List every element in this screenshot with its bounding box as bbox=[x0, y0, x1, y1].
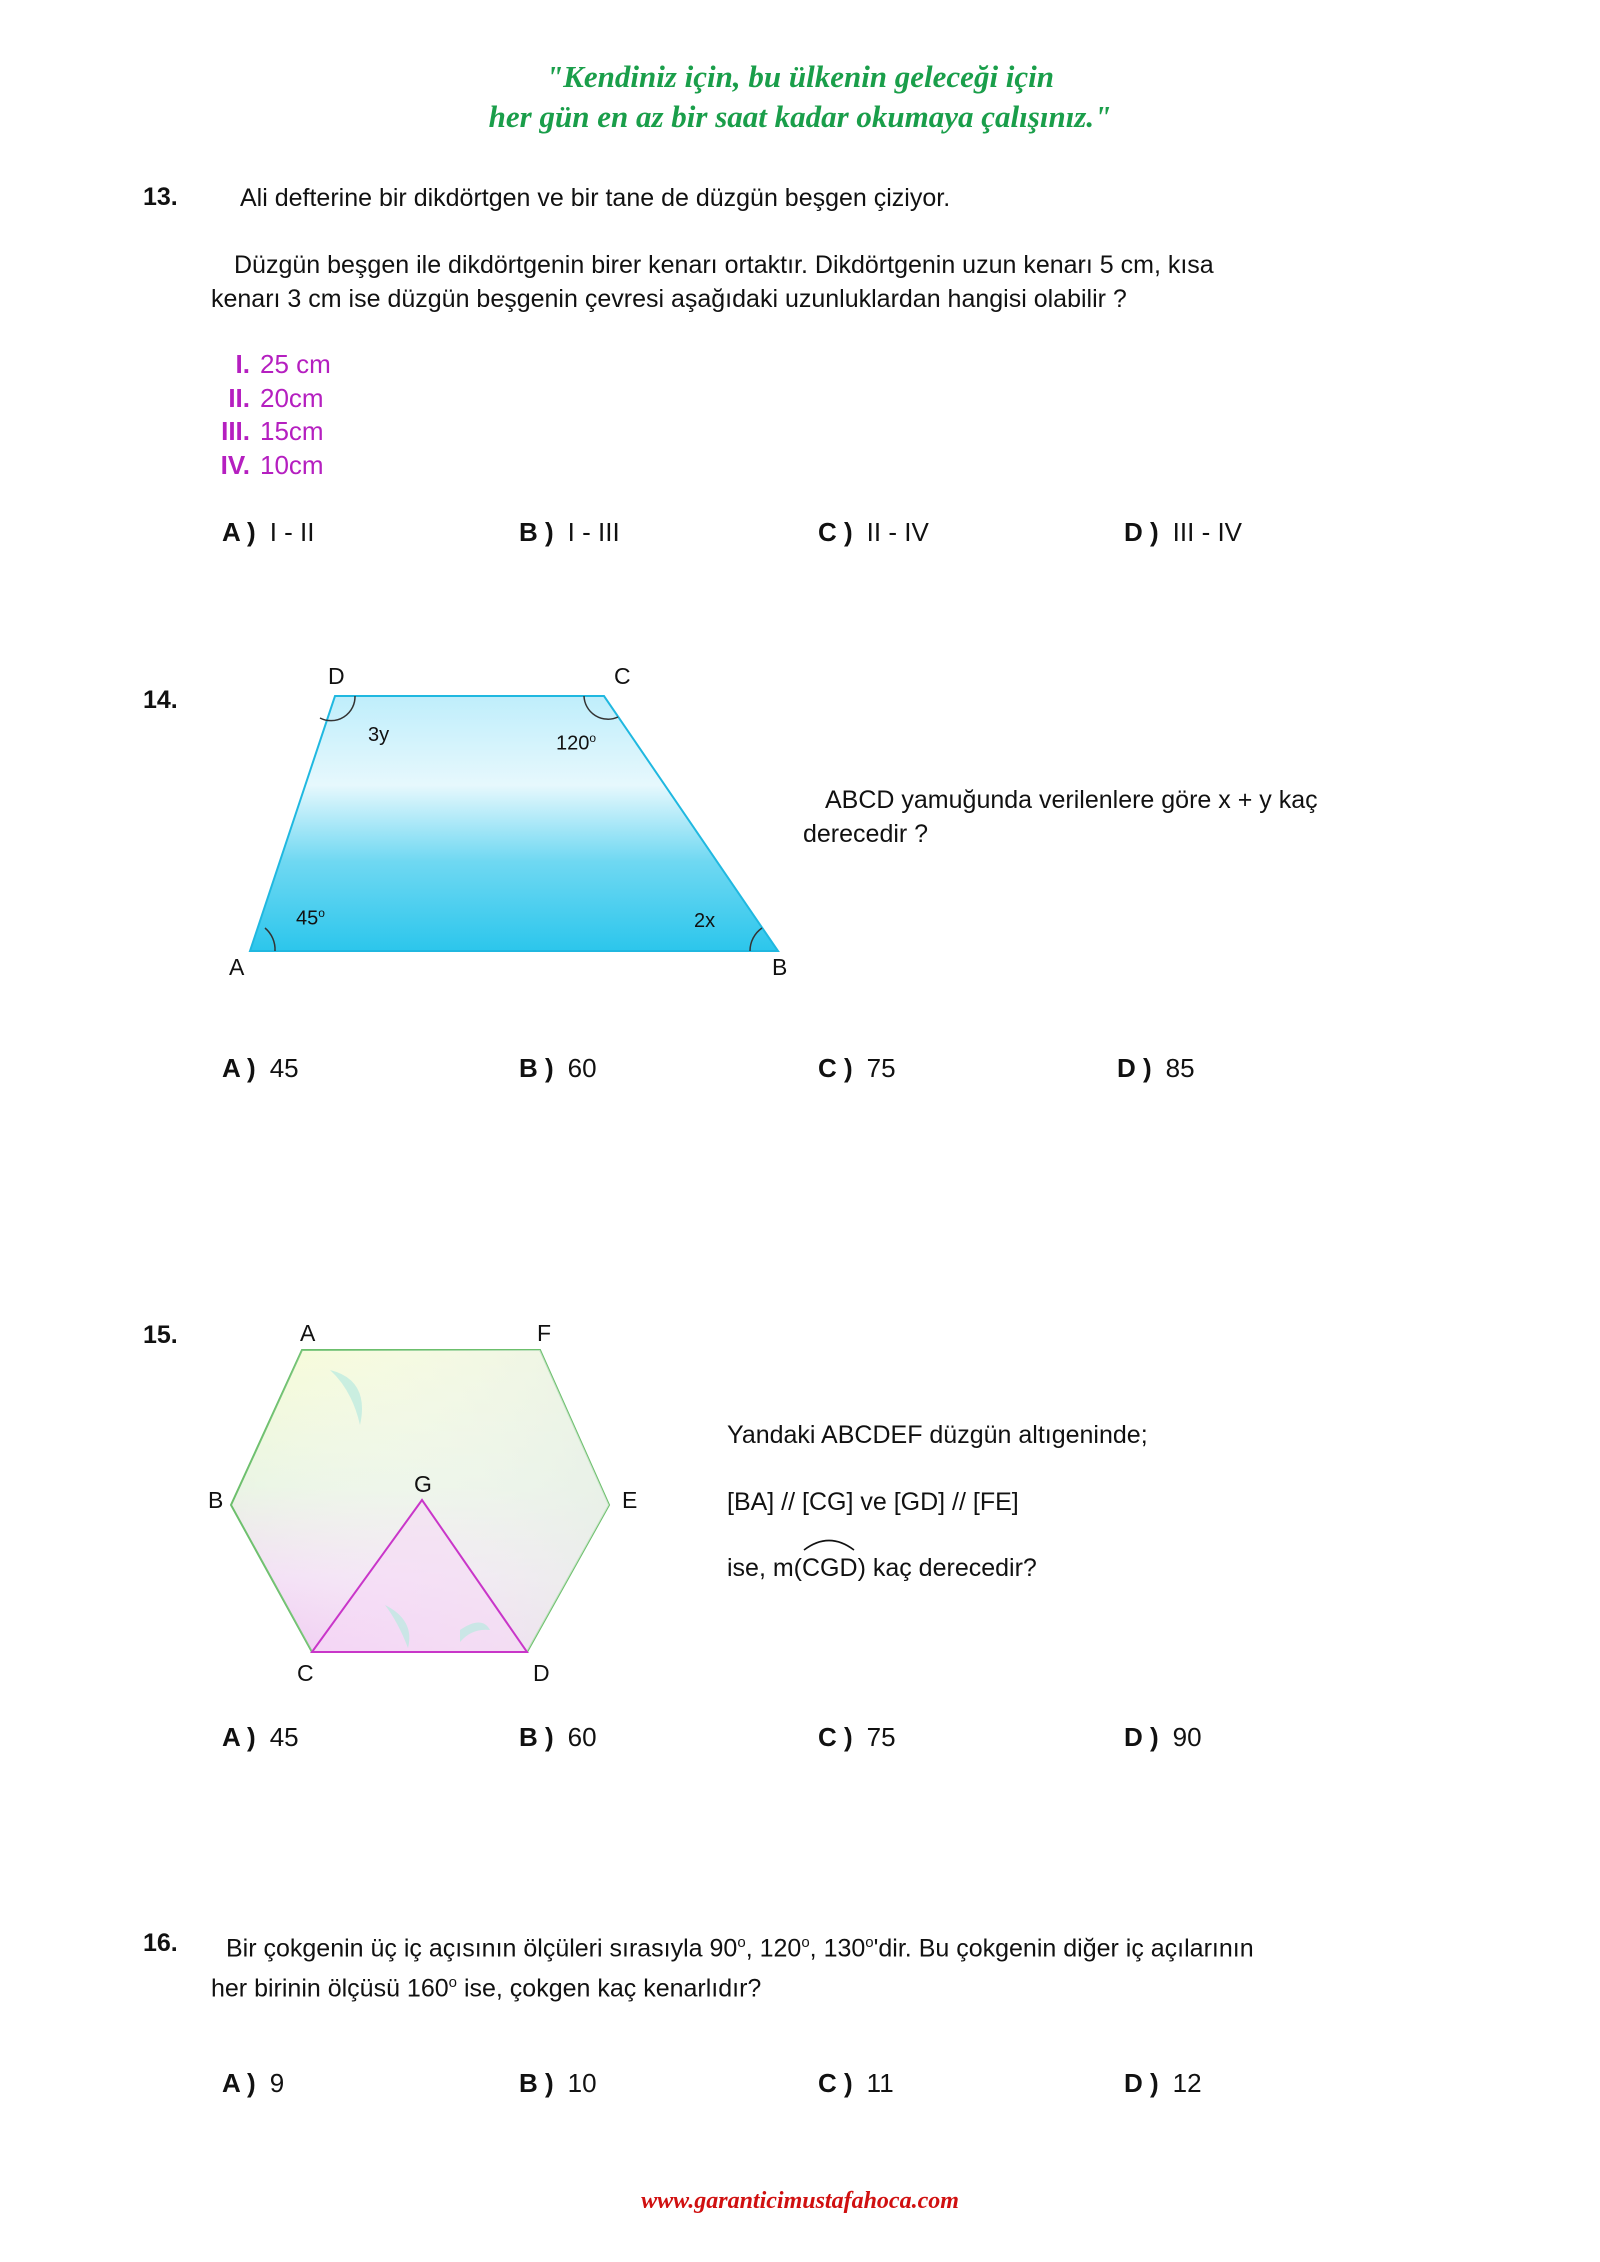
angle-value: 120 bbox=[556, 732, 590, 755]
option-letter: A ) bbox=[222, 517, 256, 547]
question-16-line-1 bbox=[226, 1926, 1254, 1965]
q15-option-a[interactable] bbox=[222, 1722, 299, 1753]
vertex-label-d: D bbox=[533, 1660, 550, 1686]
roman-item bbox=[198, 416, 324, 447]
option-value: 75 bbox=[866, 1722, 896, 1752]
vertex-label-e: E bbox=[622, 1487, 638, 1513]
roman-item-value: 10cm bbox=[260, 450, 324, 480]
question-15-line-3 bbox=[727, 1551, 1037, 1585]
arc-text: CGD bbox=[802, 1554, 858, 1582]
question-15-line-2: [BA] // [CG] ve [GD] // [FE] bbox=[727, 1488, 1019, 1516]
vertex-label-c: C bbox=[614, 663, 631, 689]
arc-icon bbox=[802, 1535, 856, 1551]
option-letter: D ) bbox=[1124, 517, 1159, 547]
q13-option-a[interactable] bbox=[222, 517, 314, 548]
q14-option-d[interactable] bbox=[1117, 1053, 1195, 1084]
option-letter: C ) bbox=[818, 517, 853, 547]
roman-item-number: III. bbox=[221, 416, 250, 446]
vertex-label-c: C bbox=[297, 1660, 314, 1686]
text-part: ise, çokgen kaç kenarlıdır? bbox=[457, 1974, 762, 2003]
option-value: 75 bbox=[866, 1053, 896, 1083]
question-14-line-1: ABCD yamuğunda verilenlere göre x + y kaç bbox=[825, 786, 1318, 814]
question-13-line-2: Düzgün beşgen ile dikdörtgenin birer kenarı ortaktır. Dikdörtgenin uzun kenarı 5 cm, kısa bbox=[234, 251, 1214, 279]
text-part: ) kaç derecedir? bbox=[857, 1554, 1037, 1582]
option-letter: D ) bbox=[1124, 1722, 1159, 1752]
option-value: 11 bbox=[866, 2068, 894, 2098]
q13-option-c[interactable] bbox=[818, 517, 929, 548]
option-value: 45 bbox=[269, 1053, 299, 1083]
question-14-number: 14. bbox=[143, 686, 178, 714]
vertex-label-a: A bbox=[229, 954, 245, 980]
vertex-label-f: F bbox=[537, 1320, 552, 1346]
roman-item bbox=[198, 450, 324, 481]
q13-option-b[interactable] bbox=[519, 517, 620, 548]
text-part: , bbox=[745, 1934, 760, 1963]
q14-option-b[interactable] bbox=[519, 1053, 597, 1084]
degree-mark: o bbox=[448, 1974, 457, 1991]
q15-option-b[interactable] bbox=[519, 1722, 597, 1753]
question-15-number: 15. bbox=[143, 1321, 178, 1349]
option-value: 9 bbox=[269, 2068, 285, 2098]
question-13-line-3: kenarı 3 cm ise düzgün beşgenin çevresi aşağıdaki uzunluklardan hangisi olabilir ? bbox=[211, 285, 1127, 313]
q16-option-c[interactable] bbox=[818, 2068, 894, 2099]
q16-option-a[interactable] bbox=[222, 2068, 284, 2099]
q13-option-d[interactable] bbox=[1124, 517, 1242, 548]
roman-item bbox=[198, 349, 331, 380]
degree-mark: o bbox=[737, 1934, 746, 1951]
question-16-number: 16. bbox=[143, 1929, 178, 1957]
angle-value: 45 bbox=[296, 907, 319, 930]
angle-label-d: 3y bbox=[368, 724, 390, 746]
degree-mark: o bbox=[589, 731, 597, 745]
option-letter: C ) bbox=[818, 2068, 853, 2098]
roman-item-value: 15cm bbox=[260, 416, 324, 446]
option-value: 60 bbox=[567, 1722, 597, 1752]
option-value: I - II bbox=[269, 517, 315, 547]
option-letter: D ) bbox=[1124, 2068, 1159, 2098]
roman-item-number: IV. bbox=[220, 450, 250, 480]
option-value: 12 bbox=[1172, 2068, 1202, 2098]
option-letter: D ) bbox=[1117, 1053, 1152, 1083]
question-13-number: 13. bbox=[143, 183, 178, 211]
option-value: 90 bbox=[1172, 1722, 1202, 1752]
option-letter: A ) bbox=[222, 1722, 256, 1752]
roman-item-value: 20cm bbox=[260, 383, 324, 413]
q15-option-d[interactable] bbox=[1124, 1722, 1202, 1753]
footer-link[interactable]: www.garanticimustafahoca.com bbox=[641, 2188, 959, 2214]
option-value: 60 bbox=[567, 1053, 597, 1083]
roman-item bbox=[198, 383, 324, 414]
hexagon-figure bbox=[220, 1330, 640, 1680]
vertex-label-g: G bbox=[414, 1471, 432, 1497]
degree-mark: o bbox=[801, 1934, 810, 1951]
q14-option-a[interactable] bbox=[222, 1053, 299, 1084]
motto-line-2: her gün en az bir saat kadar okumaya çalışınız." bbox=[488, 99, 1112, 134]
roman-item-value: 25 cm bbox=[260, 349, 331, 379]
text-part: 'dir. Bu çokgenin diğer iç açılarının bbox=[873, 1934, 1254, 1963]
option-letter: C ) bbox=[818, 1053, 853, 1083]
trapezoid-figure bbox=[230, 660, 810, 990]
option-value: 10 bbox=[567, 2068, 597, 2098]
option-value: 45 bbox=[269, 1722, 299, 1752]
option-letter: C ) bbox=[818, 1722, 853, 1752]
angle-value: 130 bbox=[823, 1934, 866, 1963]
text-part: her birinin ölçüsü 160 bbox=[211, 1974, 449, 2003]
option-letter: B ) bbox=[519, 2068, 554, 2098]
motto-line-1: "Kendiniz için, bu ülkenin geleceği için bbox=[545, 59, 1055, 94]
option-value: I - III bbox=[567, 517, 620, 547]
option-letter: B ) bbox=[519, 1722, 554, 1752]
vertex-label-b: B bbox=[208, 1487, 224, 1513]
q16-option-d[interactable] bbox=[1124, 2068, 1202, 2099]
vertex-label-d: D bbox=[328, 663, 345, 689]
q15-option-c[interactable] bbox=[818, 1722, 896, 1753]
angle-label-a bbox=[296, 906, 325, 931]
vertex-label-a: A bbox=[300, 1320, 316, 1346]
option-letter: B ) bbox=[519, 1053, 554, 1083]
text-part: Bir çokgenin üç iç açısının ölçüleri sırasıyla 90 bbox=[226, 1934, 738, 1963]
q14-option-c[interactable] bbox=[818, 1053, 896, 1084]
question-13-line-1: Ali defterine bir dikdörtgen ve bir tane de düzgün beşgen çiziyor. bbox=[240, 184, 951, 212]
text-part: ise, m( bbox=[727, 1554, 802, 1582]
q16-option-b[interactable] bbox=[519, 2068, 597, 2099]
option-letter: A ) bbox=[222, 1053, 256, 1083]
roman-item-number: I. bbox=[235, 349, 250, 379]
option-value: 85 bbox=[1165, 1053, 1195, 1083]
question-16-line-2 bbox=[211, 1966, 761, 2005]
question-14-line-2: derecedir ? bbox=[803, 820, 929, 848]
option-value: II - IV bbox=[866, 517, 929, 547]
option-letter: B ) bbox=[519, 517, 554, 547]
angle-label-c bbox=[556, 731, 596, 756]
arc-notation bbox=[802, 1551, 858, 1585]
text-part: , bbox=[809, 1934, 824, 1963]
vertex-label-b: B bbox=[772, 954, 788, 980]
angle-label-b: 2x bbox=[694, 910, 716, 932]
question-15-line-1: Yandaki ABCDEF düzgün altıgeninde; bbox=[727, 1421, 1148, 1449]
roman-item-number: II. bbox=[228, 383, 250, 413]
option-letter: A ) bbox=[222, 2068, 256, 2098]
option-value: III - IV bbox=[1172, 517, 1243, 547]
angle-value: 120 bbox=[759, 1934, 802, 1963]
degree-mark: o bbox=[318, 906, 325, 920]
degree-mark: o bbox=[865, 1934, 874, 1951]
